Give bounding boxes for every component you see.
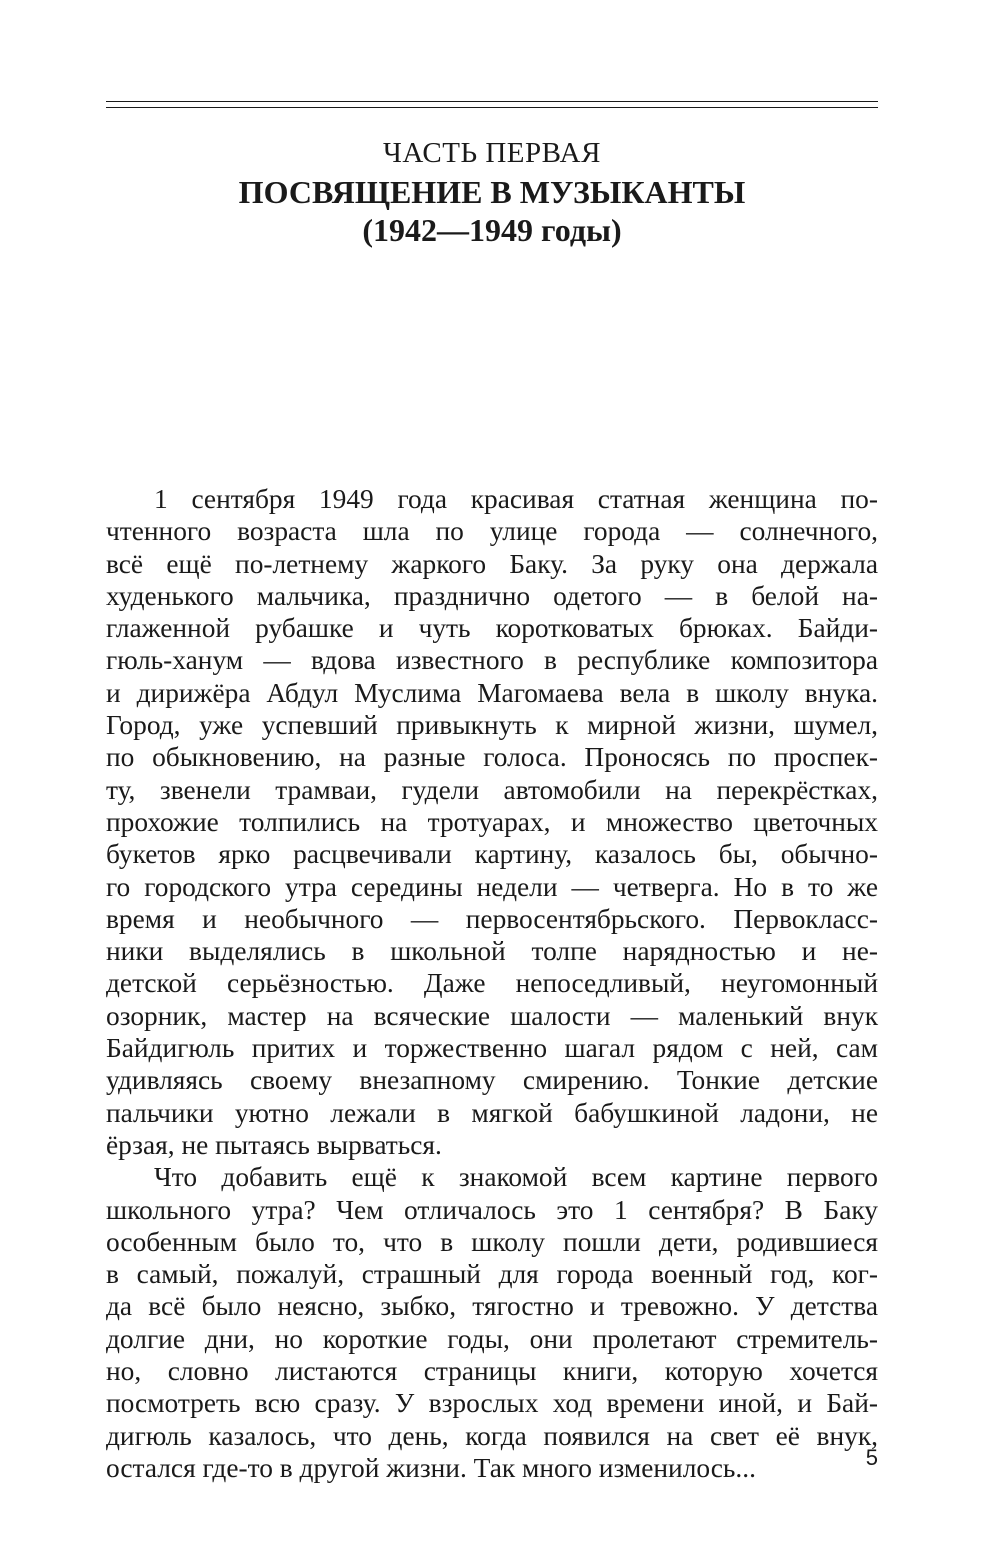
paragraph-2 bbox=[106, 1161, 878, 1484]
text-line: пальчики уютно лежали в мягкой бабушкиной ладони, не bbox=[106, 1097, 878, 1128]
text-line: го городского утра середины недели — четверга. Но в то же bbox=[106, 871, 878, 902]
header-rule-lower bbox=[106, 107, 878, 108]
text-line: худенького мальчика, празднично одетого — в белой на- bbox=[106, 580, 878, 611]
chapter-title: ПОСВЯЩЕНИЕ В МУЗЫКАНТЫ bbox=[238, 174, 746, 210]
text-line: школьного утра? Чем отличалось это 1 сентября? В Баку bbox=[106, 1194, 878, 1225]
text-line: букетов ярко расцвечивали картину, казалось бы, обычно- bbox=[106, 839, 878, 870]
text-line: по обыкновению, на разные голоса. Проносясь по проспек- bbox=[106, 742, 878, 773]
text-line: в самый, пожалуй, страшный для города военный год, ког- bbox=[106, 1259, 878, 1290]
text-line: но, словно листаются страницы книги, которую хочется bbox=[106, 1356, 878, 1387]
text-line: остался где-то в другой жизни. Так много изменилось... bbox=[106, 1452, 756, 1483]
paragraph-1 bbox=[106, 483, 878, 1161]
text-line: дигюль казалось, что день, когда появился на свет её внук, bbox=[106, 1420, 878, 1451]
text-line: Что добавить ещё к знакомой всем картине первого bbox=[154, 1162, 878, 1193]
text-line: чтенного возраста шла по улице города — солнечного, bbox=[106, 516, 878, 547]
text-line: время и необычного — первосентябрьского. Первокласс- bbox=[106, 903, 878, 934]
text-line: всё ещё по-летнему жаркого Баку. За руку она держала bbox=[106, 548, 878, 579]
text-line: Байдигюль притих и торжественно шагал рядом с ней, сам bbox=[106, 1033, 878, 1064]
page-number: 5 bbox=[865, 1445, 878, 1470]
text-line: 1 сентября 1949 года красивая статная женщина по- bbox=[154, 484, 878, 514]
text-line: ёрзая, не пытаясь вырваться. bbox=[106, 1129, 442, 1160]
text-line: прохожие толпились на тротуарах, и множество цветочных bbox=[106, 806, 878, 837]
text-line: удивляясь своему внезапному смирению. Тонкие детские bbox=[106, 1065, 878, 1096]
text-line: долгие дни, но короткие годы, они пролетают стремитель- bbox=[106, 1323, 878, 1354]
body-text bbox=[106, 483, 878, 1484]
text-line: и дирижёра Абдул Муслима Магомаева вела в школу внука. bbox=[106, 677, 878, 708]
text-line: Город, уже успевший привыкнуть к мирной жизни, шумел, bbox=[106, 710, 878, 741]
text-line: глаженной рубашке и чуть коротковатых брюках. Байди- bbox=[106, 613, 878, 644]
text-line: посмотреть всю сразу. У взрослых ход времени иной, и Бай- bbox=[106, 1388, 878, 1419]
text-line: да всё было неясно, зыбко, тягостно и тревожно. У детства bbox=[106, 1291, 878, 1322]
text-line: ники выделялись в школьной толпе нарядностью и не- bbox=[106, 936, 878, 967]
header-rule-upper bbox=[106, 101, 878, 102]
text-line: детской серьёзностью. Даже непоседливый, неугомонный bbox=[106, 968, 878, 999]
text-line: гюль-ханум — вдова известного в республике композитора bbox=[106, 645, 878, 676]
text-line: озорник, мастер на всяческие шалости — маленький внук bbox=[106, 1000, 878, 1031]
text-line: особенным было то, что в школу пошли дети, родившиеся bbox=[106, 1226, 878, 1257]
chapter-years: (1942—1949 годы) bbox=[362, 212, 622, 248]
part-label: ЧАСТЬ ПЕРВАЯ bbox=[383, 137, 601, 169]
text-line: ту, звенели трамваи, гудели автомобили на перекрёстках, bbox=[106, 774, 878, 805]
